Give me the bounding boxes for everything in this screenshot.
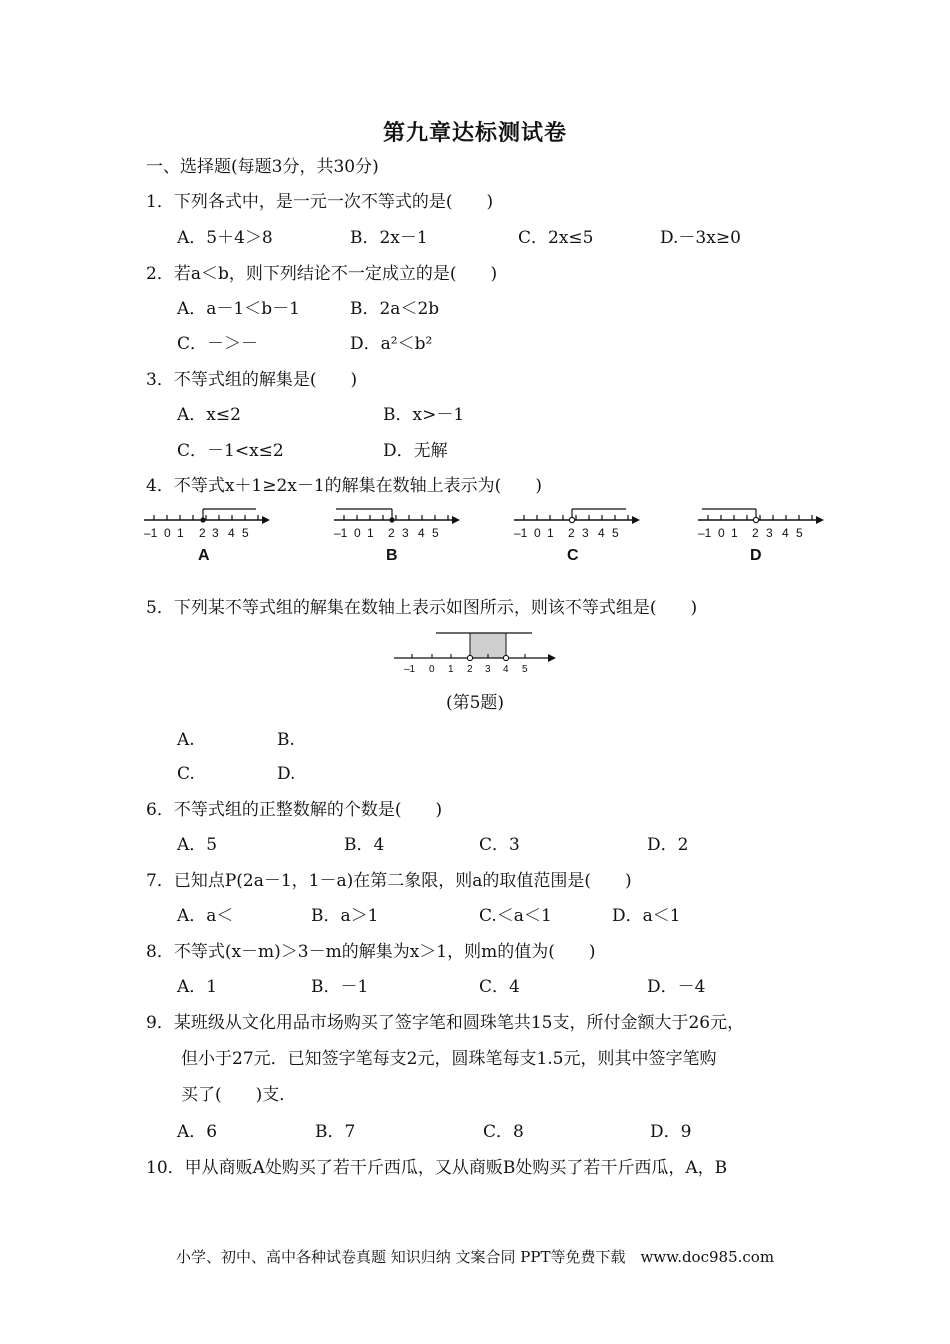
tick-label: 1 — [731, 526, 738, 540]
question-8-option-b: B．－1 — [311, 977, 369, 997]
tick-label: 0 — [354, 526, 361, 540]
question-2-option-a: A．a－1＜b－1 — [177, 299, 300, 319]
question-1-stem: 1．下列各式中，是一元一次不等式的是( ) — [146, 192, 494, 212]
tick-label: 2 — [388, 526, 395, 540]
question-9-option-c: C．8 — [483, 1122, 524, 1142]
option-label-d: D — [750, 547, 762, 564]
question-10-stem: 10．甲从商贩A处购买了若干斤西瓜，又从商贩B处购买了若干斤西瓜，A，B — [146, 1158, 728, 1178]
option-label-b: B — [386, 547, 398, 564]
tick-label: 2 — [199, 526, 206, 540]
question-7-option-d: D．a＜1 — [612, 906, 681, 926]
page-footer: 小学、初中、高中各种试卷真题 知识归纳 文案合同 PPT等免费下载 www.doc985.com — [175, 1248, 775, 1266]
question-9-option-a: A．6 — [177, 1122, 218, 1142]
question-1-option-d: D.－3x≥0 — [660, 228, 741, 248]
tick-label: 5 — [432, 526, 439, 540]
question-3-option-c: C．－1<x≤2 — [177, 441, 284, 461]
tick-label: –1 — [144, 526, 158, 540]
question-5-option-b: B. — [277, 730, 295, 750]
option-label-c: C — [567, 547, 579, 564]
question-6-option-c: C．3 — [479, 835, 520, 855]
question-9-option-b: B．7 — [315, 1122, 356, 1142]
tick-label: 4 — [503, 664, 509, 675]
question-2-option-b: B．2a＜2b — [350, 299, 440, 319]
tick-label: 3 — [212, 526, 219, 540]
question-2-stem: 2．若a＜b，则下列结论不一定成立的是( ) — [146, 264, 498, 284]
tick-label: 1 — [367, 526, 374, 540]
question-5-number-line — [390, 626, 565, 676]
tick-label: 3 — [485, 664, 491, 675]
tick-label: 2 — [752, 526, 759, 540]
question-1-option-c: C．2x≤5 — [518, 228, 594, 248]
question-6-stem: 6．不等式组的正整数解的个数是( ) — [146, 800, 443, 820]
tick-label: 0 — [718, 526, 725, 540]
tick-label: 1 — [547, 526, 554, 540]
tick-label: 5 — [796, 526, 803, 540]
question-3-option-b: B．x>－1 — [383, 405, 465, 425]
question-3-stem: 3．不等式组的解集是( ) — [146, 370, 358, 390]
tick-label: 0 — [534, 526, 541, 540]
tick-label: 2 — [568, 526, 575, 540]
tick-label: 3 — [582, 526, 589, 540]
tick-label: 4 — [228, 526, 235, 540]
tick-label: 0 — [164, 526, 171, 540]
tick-label: 3 — [766, 526, 773, 540]
question-2-option-c: C．－＞－ — [177, 334, 259, 354]
question-3-option-a: A．x≤2 — [177, 405, 241, 425]
question-9-option-d: D．9 — [650, 1122, 692, 1142]
question-4-stem: 4．不等式x＋1≥2x－1的解集在数轴上表示为( ) — [146, 476, 542, 496]
question-8-option-d: D．－4 — [647, 977, 706, 997]
question-1-option-a: A．5＋4＞8 — [177, 228, 273, 248]
question-5-caption: (第5题) — [445, 693, 505, 713]
question-8-option-a: A．1 — [177, 977, 218, 997]
question-8-stem: 8．不等式(x－m)＞3－m的解集为x＞1，则m的值为( ) — [146, 942, 596, 962]
tick-label: 1 — [448, 664, 454, 675]
tick-label: 4 — [598, 526, 605, 540]
tick-label: 4 — [782, 526, 789, 540]
tick-label: 2 — [467, 664, 473, 675]
question-6-option-d: D．2 — [647, 835, 689, 855]
question-1-option-b: B．2x－1 — [350, 228, 428, 248]
question-9-line-3: 买了( )支． — [181, 1085, 297, 1105]
tick-label: 5 — [612, 526, 619, 540]
number-line-c — [514, 509, 640, 524]
page-title: 第九章达标测试卷 — [382, 120, 567, 146]
question-5-option-c: C. — [177, 764, 195, 784]
tick-label: –1 — [698, 526, 712, 540]
question-9-line-1: 9．某班级从文化用品市场购买了签字笔和圆珠笔共15支，所付金额大于26元， — [146, 1013, 745, 1033]
tick-label: –1 — [404, 664, 416, 675]
question-7-option-a: A．a＜ — [177, 906, 234, 926]
tick-label: 5 — [522, 664, 528, 675]
question-6-option-b: B．4 — [344, 835, 385, 855]
question-7-option-c: C.＜a＜1 — [479, 906, 552, 926]
number-line-a — [144, 509, 270, 524]
number-line-tick-labels — [144, 526, 803, 540]
question-4-number-lines — [130, 500, 840, 570]
question-5-stem: 5．下列某不等式组的解集在数轴上表示如图所示，则该不等式组是( ) — [146, 598, 698, 618]
section-heading: 一、选择题(每题3分，共30分) — [146, 157, 379, 177]
tick-label: 0 — [429, 664, 435, 675]
question-7-option-b: B．a＞1 — [311, 906, 379, 926]
question-6-option-a: A．5 — [177, 835, 218, 855]
number-line-b — [334, 509, 460, 524]
question-5-option-d: D. — [277, 764, 296, 784]
question-7-stem: 7．已知点P(2a－1，1－a)在第二象限，则a的取值范围是( ) — [146, 871, 632, 891]
question-9-line-2: 但小于27元．已知签字笔每支2元，圆珠笔每支1.5元，则其中签字笔购 — [181, 1049, 717, 1069]
tick-label: –1 — [514, 526, 528, 540]
question-3-option-d: D．无解 — [383, 441, 448, 461]
tick-label: 1 — [177, 526, 184, 540]
tick-label: –1 — [334, 526, 348, 540]
question-2-option-d: D．a²＜b² — [350, 334, 433, 354]
question-5-option-a: A. — [177, 730, 195, 750]
question-8-option-c: C．4 — [479, 977, 520, 997]
option-label-a: A — [198, 547, 210, 564]
number-line-d — [698, 509, 824, 524]
tick-label: 4 — [418, 526, 425, 540]
tick-label: 3 — [402, 526, 409, 540]
tick-label: 5 — [242, 526, 249, 540]
